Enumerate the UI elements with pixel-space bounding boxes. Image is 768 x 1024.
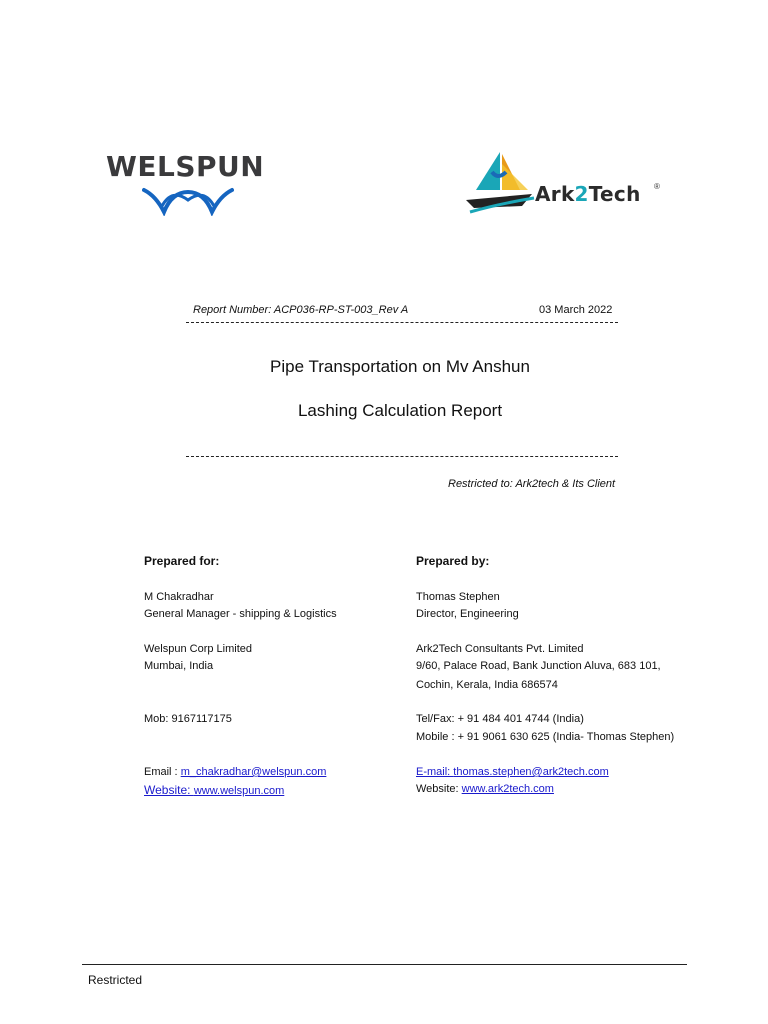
footer-rule xyxy=(82,964,687,965)
report-title: Pipe Transportation on Mv Anshun xyxy=(270,357,530,376)
client-address: Mumbai, India xyxy=(144,660,214,672)
report-number: Report Number: ACP036-RP-ST-003_Rev A xyxy=(193,304,409,316)
client-role: General Manager - shipping & Logistics xyxy=(144,608,337,620)
ark2tech-logo xyxy=(462,150,667,220)
divider-bottom xyxy=(186,456,618,457)
ark2tech-wordmark: Ark2Tech xyxy=(535,182,641,206)
author-mobile: Mobile : + 91 9061 630 625 (India- Thomas Stephen) xyxy=(416,731,675,743)
client-name: M Chakradhar xyxy=(144,591,214,603)
welspun-wordmark: WELSPUN xyxy=(106,150,265,183)
divider-top xyxy=(186,322,618,323)
sailboat-icon xyxy=(462,150,542,220)
footer-restricted: Restricted xyxy=(88,973,143,987)
author-website-label: Website: xyxy=(416,783,462,795)
author-name: Thomas Stephen xyxy=(416,591,500,603)
client-website-label: Website: xyxy=(144,783,194,797)
restriction-note: Restricted to: Ark2tech & Its Client xyxy=(448,478,616,490)
author-email-label: E-mail: xyxy=(416,766,454,778)
client-email-row xyxy=(144,766,326,778)
prepared-for-heading: Prepared for: xyxy=(144,554,220,568)
author-address-line1: 9/60, Palace Road, Bank Junction Aluva, 683 101, xyxy=(416,660,661,672)
author-website-link[interactable]: www.ark2tech.com xyxy=(461,783,554,795)
client-email-label: Email : xyxy=(144,766,181,778)
registered-mark: ® xyxy=(654,182,660,191)
welspun-wave-icon xyxy=(142,186,234,216)
author-website-row xyxy=(416,783,554,795)
author-email-row xyxy=(416,766,609,778)
author-company: Ark2Tech Consultants Pvt. Limited xyxy=(416,643,584,655)
client-website-link[interactable]: www.welspun.com xyxy=(193,785,285,797)
author-tel: Tel/Fax: + 91 484 401 4744 (India) xyxy=(416,713,584,725)
author-email-link[interactable]: thomas.stephen@ark2tech.com xyxy=(453,766,609,778)
author-role: Director, Engineering xyxy=(416,608,519,620)
report-subtitle: Lashing Calculation Report xyxy=(297,401,503,420)
author-address-line2: Cochin, Kerala, India 686574 xyxy=(416,679,558,691)
report-date: 03 March 2022 xyxy=(539,304,613,316)
client-company: Welspun Corp Limited xyxy=(144,643,253,655)
welspun-logo xyxy=(104,146,272,218)
client-email-link[interactable]: m_chakradhar@welspun.com xyxy=(180,766,327,778)
prepared-by-heading: Prepared by: xyxy=(416,554,490,568)
client-mobile: Mob: 9167117175 xyxy=(144,713,232,725)
client-website-row xyxy=(144,783,284,797)
